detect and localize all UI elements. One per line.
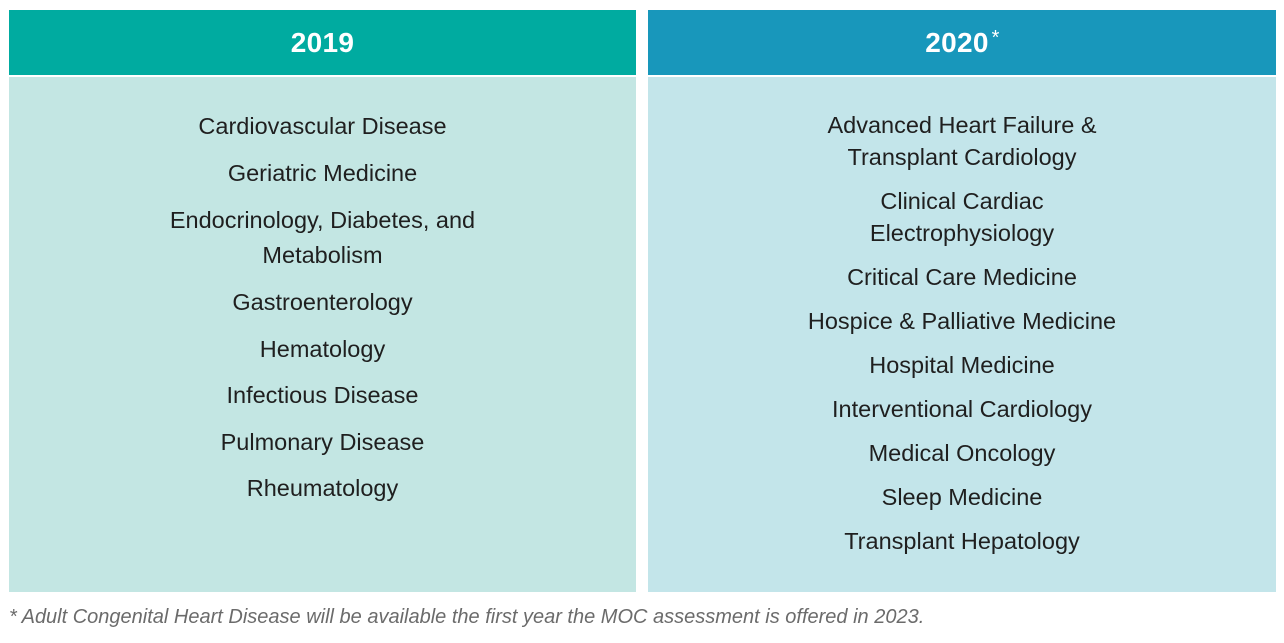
list-item: Infectious Disease: [226, 382, 419, 408]
list-item: Hematology: [259, 335, 386, 362]
list-item: Transplant Hepatology: [844, 528, 1080, 554]
list-item: Hospital Medicine: [869, 352, 1055, 378]
specialty-list-2019: [9, 77, 636, 504]
list-item: Rheumatology: [246, 475, 399, 501]
footnote: * Adult Congenital Heart Disease will be available the first year the MOC assessment is offered in 2023.: [9, 606, 925, 628]
list-item: Medical Oncology: [868, 440, 1056, 466]
column-2020: [648, 10, 1276, 592]
list-item: Clinical Cardiac Electrophysiology: [869, 188, 1055, 246]
list-item: Critical Care Medicine: [847, 264, 1077, 290]
list-item: Advanced Heart Failure & Transplant Cardiology: [827, 112, 1097, 170]
list-item: Gastroenterology: [232, 289, 413, 315]
column-2019: [9, 10, 636, 592]
column-body-2019: [9, 77, 636, 592]
list-item: Pulmonary Disease: [220, 428, 425, 455]
specialty-list-2020: [648, 77, 1276, 557]
column-body-2020: [648, 77, 1276, 592]
column-header-2019: [9, 10, 636, 75]
list-item: Cardiovascular Disease: [198, 113, 447, 139]
list-item: Hospice & Palliative Medicine: [807, 308, 1117, 334]
list-item: Endocrinology, Diabetes, and Metabolism: [169, 207, 476, 268]
footnote-marker: *: [990, 27, 999, 49]
column-title-2020: 2020: [925, 26, 989, 58]
list-item: Geriatric Medicine: [227, 159, 418, 186]
list-item: Interventional Cardiology: [832, 396, 1092, 422]
column-title-2019: 2019: [290, 26, 355, 58]
column-header-2020: [648, 10, 1276, 75]
list-item: Sleep Medicine: [881, 484, 1043, 510]
